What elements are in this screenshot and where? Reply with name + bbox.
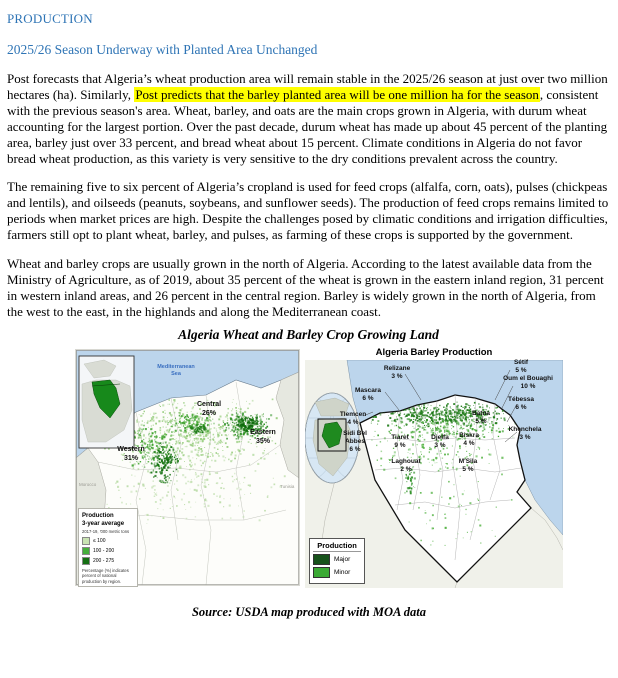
neighbor-label-tunisia: Tunisia <box>280 483 295 489</box>
region-label-central: Central 26% <box>196 400 222 417</box>
legend-swatch-minor <box>313 567 330 578</box>
legend-title: Production <box>313 541 361 552</box>
province-label-laghouat: Laghouat 2 % <box>391 457 421 473</box>
subsection-heading: 2025/26 Season Underway with Planted Area Unchanged <box>7 42 318 57</box>
province-label-batna: Batna 5 % <box>471 409 491 425</box>
legend-title: Production <box>82 512 114 519</box>
province-label-relizane: Relizane 3 % <box>383 364 411 380</box>
barley-map <box>303 346 565 590</box>
province-label-mascara: Mascara 6 % <box>354 386 382 402</box>
legend-swatch-light <box>82 537 90 545</box>
paragraph-2: The remaining five to six percent of Algeria’s cropland is used for feed crops (alfalfa, corn, oats), pulses (chickpeas and lentils), and oilseeds (peanuts, soybeans, and sunflower seeds). The production of feed crops remains limited to periods when market prices are high. Despite the challenges posed by climatic conditions and irrigation difficulties, farmers still opt to plant wheat, barley, and pulses, as farming of these crops is supported by the government. <box>7 179 609 243</box>
legend-swatch-medium <box>82 547 90 555</box>
region-label-eastern: Eastern 35% <box>250 428 276 445</box>
section-heading: PRODUCTION <box>7 11 93 26</box>
inset-locator-map <box>79 356 134 448</box>
paragraph-1 <box>7 71 610 166</box>
province-label-khenchela: Khenchela 3 % <box>508 425 542 441</box>
legend-subtitle: 3-year average <box>82 520 125 527</box>
legend-units: 2017-19, '000 metric tons <box>82 528 130 534</box>
paragraph-1-before: Post forecasts that Algeria’s wheat production area will remain stable in the 2025/26 season at just over two million hectares (ha). Similarly, <box>7 71 608 102</box>
legend-class-row: Minor <box>313 567 361 578</box>
source-caption: Source: USDA map produced with MOA data <box>191 604 427 619</box>
legend-class-row: 200 - 275 <box>82 557 135 565</box>
province-label-sidi-bel-abbes: Sidi Bel Abbes 6 % <box>343 429 367 453</box>
province-label-djelfa: Djelfa 3 % <box>431 433 449 449</box>
province-label-tebessa: Tébessa 6 % <box>507 395 535 411</box>
region-label-western: Western 31% <box>117 445 145 462</box>
figure-title: Algeria Wheat and Barley Crop Growing Land <box>178 326 439 342</box>
sea-label: Mediterranean Sea <box>157 363 195 377</box>
legend-note: Percentage (%) indicates percent of national production by region. <box>82 567 129 584</box>
paragraph-3: Wheat and barley crops are usually grown in the north of Algeria. According to the latest available data from the Ministry of Agriculture, as of 2019, about 35 percent of the wheat is grown in the eastern inland region, 31 percent in western inland areas, and 26 percent in the central region. Barley is widely grown in the north of Algeria, from the west to the east, in the highlands and along the Mediterranean coast. <box>7 256 604 319</box>
province-label-tlemcen: Tlemcen 4 % <box>339 410 367 426</box>
province-label-msila: M'Sila 5 % <box>458 457 478 473</box>
wheat-map <box>75 349 300 586</box>
highlighted-text: Post predicts that the barley planted area will be one million ha for the season <box>135 86 539 102</box>
legend-swatch-dark <box>82 557 90 565</box>
figure-maps <box>7 346 611 596</box>
wheat-map-legend <box>78 508 138 588</box>
paragraph-1-after: , consistent with the previous season's area. Wheat, barley, and oats are the main crops grown in Algeria, with durum wheat accounting for the largest portion. Over the past decade, durum wheat has made up about 45 percent of the planting area, barley just over 33 percent, and bread wheat about 15 percent. Climate conditions in Algeria do not favor bread wheat production, as this variety is very sensitive to the dry conditions prevalent across the country. <box>7 86 608 166</box>
legend-swatch-major <box>313 554 330 565</box>
province-label-setif: Sétif 5 % <box>513 358 529 374</box>
barley-map-legend <box>309 538 365 584</box>
province-label-biskra: Biskra 4 % <box>459 431 479 447</box>
legend-class-row: Major <box>313 554 361 565</box>
neighbor-label-morocco: Morocco <box>79 481 97 487</box>
province-label-tiaret: Tiaret 9 % <box>391 433 409 449</box>
barley-map-title: Algeria Barley Production <box>375 346 493 358</box>
legend-class-row: ≤ 100 <box>82 537 135 545</box>
province-label-oum-el-bouaghi: Oum el Bouaghi 10 % <box>503 374 553 390</box>
legend-class-row: 100 - 200 <box>82 547 135 555</box>
